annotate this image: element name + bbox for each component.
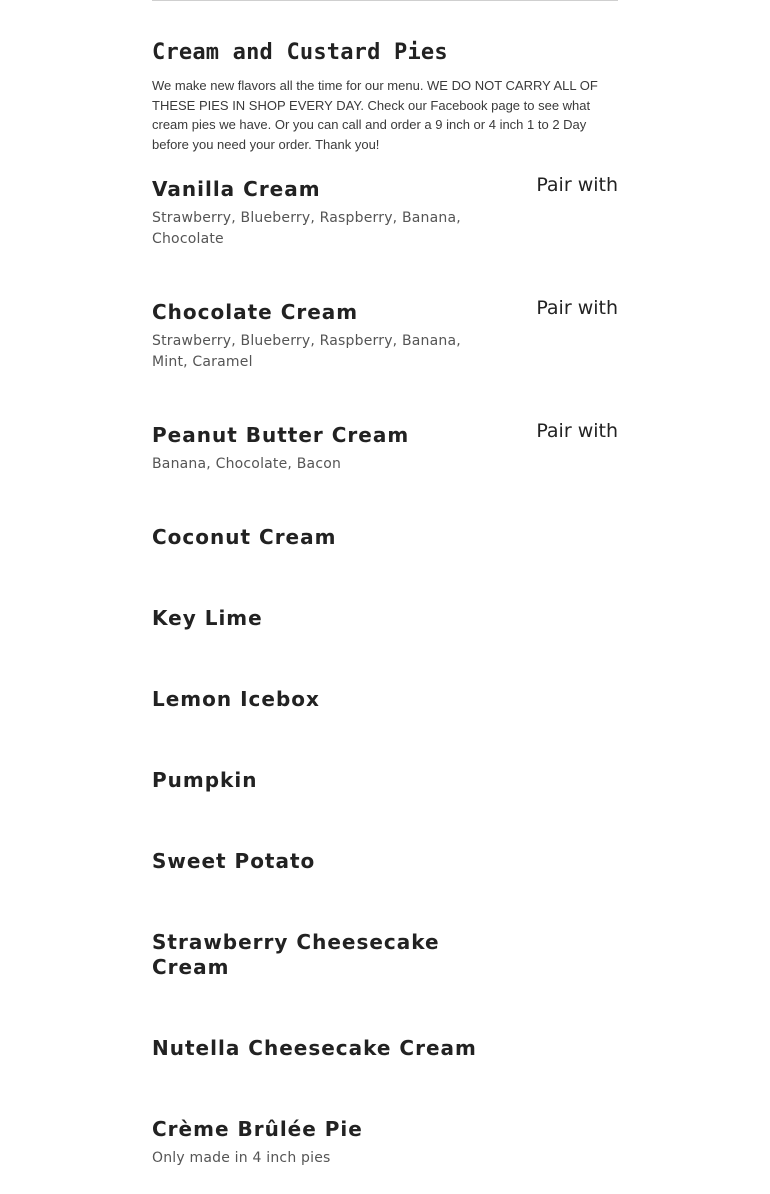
menu-item-nutella-cheesecake-cream bbox=[152, 1036, 618, 1061]
pair-with-label: Pair with bbox=[536, 174, 618, 196]
pair-with-label: Pair with bbox=[536, 420, 618, 442]
menu-item-name: Sweet Potato bbox=[152, 849, 316, 873]
menu-item-name: Coconut Cream bbox=[152, 525, 337, 549]
section-title: Cream and Custard Pies bbox=[152, 40, 448, 65]
menu-item-description: Strawberry, Blueberry, Raspberry, Banana, Chocolate bbox=[152, 210, 461, 247]
menu-item-creme-brulee-pie bbox=[152, 1117, 618, 1169]
menu-item-sweet-potato bbox=[152, 849, 618, 874]
section-description: We make new flavors all the time for our menu. WE DO NOT CARRY ALL OF THESE PIES IN SHOP EVERY DAY. Check our Facebook page to see what cream pies we have. Or you can call and order a 9 inch or 4 inch 1 to 2 Day before you need your order. Thank you! bbox=[152, 78, 598, 152]
menu-item-description: Only made in 4 inch pies bbox=[152, 1150, 331, 1166]
menu-item-name: Key Lime bbox=[152, 606, 263, 630]
menu-item-description: Strawberry, Blueberry, Raspberry, Banana, Mint, Caramel bbox=[152, 333, 461, 370]
menu-item-name: Crème Brûlée Pie bbox=[152, 1117, 363, 1141]
menu-item-pumpkin bbox=[152, 768, 618, 793]
menu-item-coconut-cream bbox=[152, 525, 618, 550]
menu-item-lemon-icebox bbox=[152, 687, 618, 712]
menu-item-name: Nutella Cheesecake Cream bbox=[152, 1036, 477, 1060]
menu-item-vanilla-cream bbox=[152, 174, 618, 250]
menu-item-key-lime bbox=[152, 606, 618, 631]
menu-item-name: Pumpkin bbox=[152, 768, 258, 792]
menu-item-name: Lemon Icebox bbox=[152, 687, 320, 711]
menu-item-name: Peanut Butter Cream bbox=[152, 423, 410, 447]
menu-item-strawberry-cheesecake-cream bbox=[152, 930, 618, 980]
menu-item-name: Vanilla Cream bbox=[152, 177, 321, 201]
menu-item-name: Strawberry Cheesecake Cream bbox=[152, 930, 440, 979]
menu-item-description: Banana, Chocolate, Bacon bbox=[152, 456, 342, 472]
menu-item-name: Chocolate Cream bbox=[152, 300, 359, 324]
pair-with-label: Pair with bbox=[536, 297, 618, 319]
menu-item-peanut-butter-cream bbox=[152, 420, 618, 475]
menu-item-chocolate-cream bbox=[152, 297, 618, 373]
top-divider bbox=[152, 0, 618, 1]
